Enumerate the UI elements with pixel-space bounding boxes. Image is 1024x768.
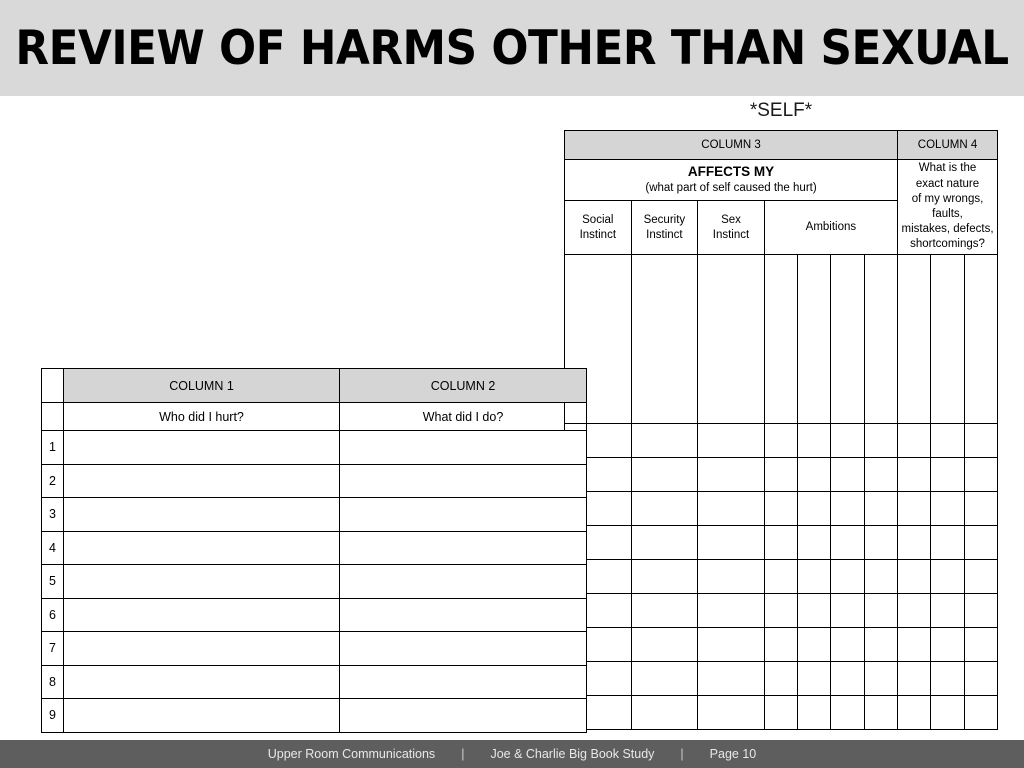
cell-security[interactable] xyxy=(631,424,698,458)
cell-amb-3[interactable] xyxy=(831,492,864,526)
cell-what-did-i-do[interactable] xyxy=(340,531,587,565)
cell-what-did-i-do[interactable] xyxy=(340,565,587,599)
security-instinct-line1: Security xyxy=(643,214,686,227)
row-number: 3 xyxy=(42,498,64,532)
cell-amb-2[interactable] xyxy=(798,458,831,492)
right-table-row[interactable] xyxy=(565,696,998,730)
cell-amb-4[interactable] xyxy=(864,594,897,628)
cell-what-did-i-do[interactable] xyxy=(340,431,587,465)
row-number: 4 xyxy=(42,531,64,565)
cell-amb-4[interactable] xyxy=(864,424,897,458)
table-row[interactable] xyxy=(42,632,587,666)
footer-bar xyxy=(0,740,1024,768)
cell-amb-4[interactable] xyxy=(864,662,897,696)
cell-col4-2[interactable] xyxy=(931,458,964,492)
cell-col4-3[interactable] xyxy=(964,662,997,696)
table-row[interactable] xyxy=(42,598,587,632)
cell-what-did-i-do[interactable] xyxy=(340,665,587,699)
cell-amb-1[interactable] xyxy=(764,424,797,458)
cell-security[interactable] xyxy=(631,458,698,492)
cell-security[interactable] xyxy=(631,662,698,696)
column1-question: Who did I hurt? xyxy=(64,403,340,431)
table-row[interactable] xyxy=(42,464,587,498)
cell-col4-3[interactable] xyxy=(964,526,997,560)
column3-header: COLUMN 3 xyxy=(565,131,898,160)
column4-header: COLUMN 4 xyxy=(898,131,998,160)
cell-amb-3[interactable] xyxy=(831,696,864,730)
cell-who-did-i-hurt[interactable] xyxy=(64,665,340,699)
cell-amb-1[interactable] xyxy=(764,594,797,628)
row-number: 7 xyxy=(42,632,64,666)
footer-separator-1: | xyxy=(461,747,465,761)
cell-col4-1[interactable] xyxy=(898,526,931,560)
cell-col4-1[interactable] xyxy=(898,662,931,696)
row-number: 9 xyxy=(42,699,64,733)
right-table-row[interactable] xyxy=(565,458,998,492)
ambitions-label: Ambitions xyxy=(764,201,897,255)
right-table-row[interactable] xyxy=(565,492,998,526)
row-number: 8 xyxy=(42,665,64,699)
cell-col4-2[interactable] xyxy=(931,628,964,662)
cell-what-did-i-do[interactable] xyxy=(340,464,587,498)
cell-who-did-i-hurt[interactable] xyxy=(64,498,340,532)
cell-col4-1[interactable] xyxy=(898,492,931,526)
cell-amb-4[interactable] xyxy=(864,255,897,424)
col4-line-4: mistakes, defects, xyxy=(901,223,994,236)
cell-amb-4[interactable] xyxy=(864,628,897,662)
cell-amb-1[interactable] xyxy=(764,526,797,560)
right-table-row[interactable] xyxy=(565,662,998,696)
sex-instinct-label xyxy=(698,201,765,255)
cell-col4-1[interactable] xyxy=(898,458,931,492)
column1-header: COLUMN 1 xyxy=(64,369,340,403)
cell-col4-3[interactable] xyxy=(964,458,997,492)
cell-col4-1[interactable] xyxy=(898,628,931,662)
cell-col4-2[interactable] xyxy=(931,492,964,526)
col4-line-2: exact nature xyxy=(915,177,980,190)
col4-line-5: shortcomings? xyxy=(910,238,985,251)
right-table-row[interactable] xyxy=(565,526,998,560)
page-title: REVIEW OF HARMS OTHER THAN SEXUAL xyxy=(15,20,1009,76)
cell-sex[interactable] xyxy=(698,526,765,560)
cell-col4-1[interactable] xyxy=(898,594,931,628)
cell-amb-3[interactable] xyxy=(831,560,864,594)
cell-amb-2[interactable] xyxy=(798,255,831,424)
cell-security[interactable] xyxy=(631,628,698,662)
row-number: 2 xyxy=(42,464,64,498)
cell-who-did-i-hurt[interactable] xyxy=(64,464,340,498)
cell-amb-2[interactable] xyxy=(798,628,831,662)
cell-amb-2[interactable] xyxy=(798,560,831,594)
cell-what-did-i-do[interactable] xyxy=(340,598,587,632)
cell-col4-2[interactable] xyxy=(931,424,964,458)
cell-col4-1[interactable] xyxy=(898,255,931,424)
cell-who-did-i-hurt[interactable] xyxy=(64,565,340,599)
sex-instinct-line1: Sex xyxy=(721,214,741,227)
table-row[interactable] xyxy=(42,699,587,733)
row-number: 1 xyxy=(42,431,64,465)
cell-what-did-i-do[interactable] xyxy=(340,632,587,666)
cell-sex[interactable] xyxy=(698,696,765,730)
cell-amb-3[interactable] xyxy=(831,662,864,696)
cell-sex[interactable] xyxy=(698,662,765,696)
cell-amb-3[interactable] xyxy=(831,526,864,560)
cell-col4-2[interactable] xyxy=(931,662,964,696)
cell-col4-3[interactable] xyxy=(964,628,997,662)
spacer-cell xyxy=(42,403,64,431)
cell-amb-4[interactable] xyxy=(864,696,897,730)
cell-sex[interactable] xyxy=(698,492,765,526)
column2-header: COLUMN 2 xyxy=(340,369,587,403)
table-row[interactable] xyxy=(42,431,587,465)
affects-my-subtitle: (what part of self caused the hurt) xyxy=(645,182,817,195)
right-table-row[interactable] xyxy=(565,424,998,458)
right-table-row[interactable] xyxy=(565,255,998,424)
cell-col4-3[interactable] xyxy=(964,492,997,526)
cell-col4-3[interactable] xyxy=(964,424,997,458)
affects-my-title: AFFECTS MY xyxy=(687,164,775,180)
cell-amb-3[interactable] xyxy=(831,458,864,492)
cell-col4-3[interactable] xyxy=(964,696,997,730)
cell-what-did-i-do[interactable] xyxy=(340,498,587,532)
cell-who-did-i-hurt[interactable] xyxy=(64,598,340,632)
social-instinct-line2: Instinct xyxy=(579,228,617,241)
cell-who-did-i-hurt[interactable] xyxy=(64,431,340,465)
cell-who-did-i-hurt[interactable] xyxy=(64,632,340,666)
cell-amb-3[interactable] xyxy=(831,594,864,628)
cell-sex[interactable] xyxy=(698,424,765,458)
cell-amb-1[interactable] xyxy=(764,458,797,492)
cell-amb-2[interactable] xyxy=(798,526,831,560)
cell-security[interactable] xyxy=(631,255,698,424)
cell-sex[interactable] xyxy=(698,255,765,424)
self-label: *SELF* xyxy=(749,100,813,121)
cell-amb-1[interactable] xyxy=(764,492,797,526)
cell-sex[interactable] xyxy=(698,458,765,492)
right-table-row[interactable] xyxy=(565,594,998,628)
cell-amb-4[interactable] xyxy=(864,458,897,492)
right-table-row[interactable] xyxy=(565,628,998,662)
cell-who-did-i-hurt[interactable] xyxy=(64,699,340,733)
cell-security[interactable] xyxy=(631,526,698,560)
cell-amb-2[interactable] xyxy=(798,492,831,526)
table-row[interactable] xyxy=(42,498,587,532)
cell-col4-1[interactable] xyxy=(898,696,931,730)
table-row[interactable] xyxy=(42,665,587,699)
cell-col4-2[interactable] xyxy=(931,526,964,560)
spacer-cell xyxy=(42,369,64,403)
cell-col4-2[interactable] xyxy=(931,696,964,730)
cell-amb-1[interactable] xyxy=(764,662,797,696)
harms-left-table xyxy=(41,368,587,733)
cell-amb-4[interactable] xyxy=(864,560,897,594)
cell-what-did-i-do[interactable] xyxy=(340,699,587,733)
cell-col4-3[interactable] xyxy=(964,560,997,594)
social-instinct-label xyxy=(565,201,632,255)
cell-who-did-i-hurt[interactable] xyxy=(64,531,340,565)
cell-security[interactable] xyxy=(631,696,698,730)
harms-right-table xyxy=(564,130,998,730)
cell-col4-2[interactable] xyxy=(931,560,964,594)
cell-amb-1[interactable] xyxy=(764,628,797,662)
cell-amb-3[interactable] xyxy=(831,424,864,458)
cell-security[interactable] xyxy=(631,492,698,526)
cell-amb-1[interactable] xyxy=(764,696,797,730)
cell-col4-3[interactable] xyxy=(964,255,997,424)
cell-sex[interactable] xyxy=(698,560,765,594)
social-instinct-line1: Social xyxy=(582,214,614,227)
footer-left: Upper Room Communications xyxy=(267,747,436,761)
cell-amb-2[interactable] xyxy=(798,594,831,628)
footer-separator-2: | xyxy=(680,747,684,761)
cell-security[interactable] xyxy=(631,594,698,628)
cell-col4-3[interactable] xyxy=(964,594,997,628)
cell-amb-4[interactable] xyxy=(864,492,897,526)
cell-amb-1[interactable] xyxy=(764,560,797,594)
cell-sex[interactable] xyxy=(698,628,765,662)
column2-question: What did I do? xyxy=(340,403,587,431)
cell-amb-1[interactable] xyxy=(764,255,797,424)
row-number: 6 xyxy=(42,598,64,632)
cell-amb-2[interactable] xyxy=(798,662,831,696)
cell-col4-1[interactable] xyxy=(898,424,931,458)
table-row[interactable] xyxy=(42,565,587,599)
cell-col4-2[interactable] xyxy=(931,594,964,628)
cell-amb-2[interactable] xyxy=(798,696,831,730)
cell-amb-4[interactable] xyxy=(864,526,897,560)
cell-amb-3[interactable] xyxy=(831,255,864,424)
cell-col4-1[interactable] xyxy=(898,560,931,594)
cell-sex[interactable] xyxy=(698,594,765,628)
column4-description xyxy=(898,160,998,255)
cell-col4-2[interactable] xyxy=(931,255,964,424)
footer-middle: Joe & Charlie Big Book Study xyxy=(490,747,655,761)
cell-amb-2[interactable] xyxy=(798,424,831,458)
row-number: 5 xyxy=(42,565,64,599)
security-instinct-line2: Instinct xyxy=(646,228,683,241)
footer-page-number: Page 10 xyxy=(709,747,757,761)
table-row[interactable] xyxy=(42,531,587,565)
affects-my-header xyxy=(565,160,898,201)
right-table-row[interactable] xyxy=(565,560,998,594)
security-instinct-label xyxy=(631,201,698,255)
header-band xyxy=(0,0,1024,96)
cell-security[interactable] xyxy=(631,560,698,594)
col4-line-1: What is the xyxy=(918,162,977,175)
sex-instinct-line2: Instinct xyxy=(712,228,750,241)
col4-line-3: of my wrongs, faults, xyxy=(911,192,984,220)
cell-amb-3[interactable] xyxy=(831,628,864,662)
